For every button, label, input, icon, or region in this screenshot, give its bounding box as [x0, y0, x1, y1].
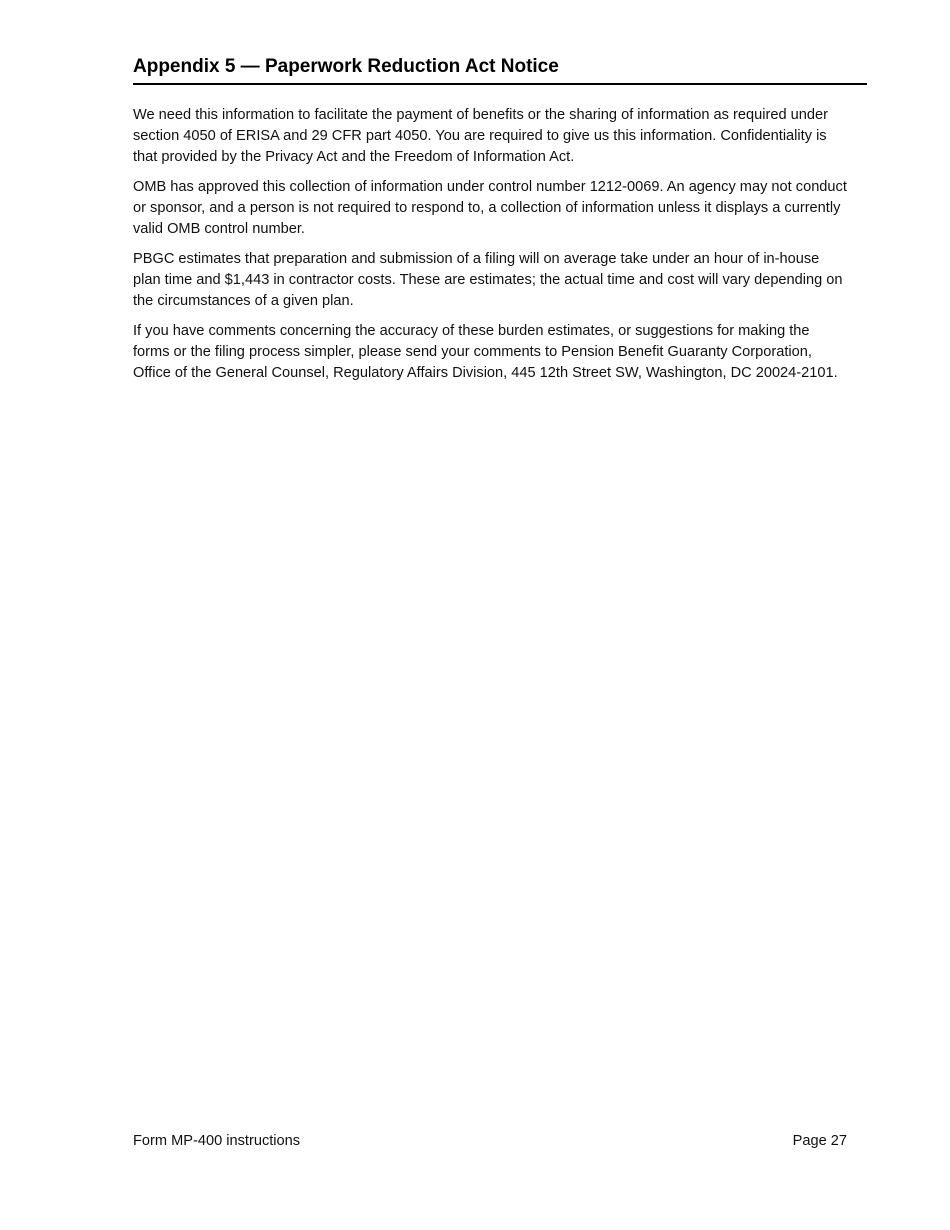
paragraph-omb-control: OMB has approved this collection of information under control number 1212-0069. An agency may not conduct or sponsor, and a person is not required to respond to, a collection of information unless it displays a currently valid OMB control number.: [133, 179, 847, 237]
footer-form-name: Form MP-400 instructions: [133, 1133, 301, 1149]
page-footer: [133, 1131, 847, 1151]
paragraph-purpose: We need this information to facilitate the payment of benefits or the sharing of information as required under section 4050 of ERISA and 29 CFR part 4050. You are required to give us this information. Confidentiality is that provided by the Privacy Act and the Freedom of Information Act.: [133, 107, 828, 165]
footer-page-number: Page 27: [792, 1133, 847, 1149]
notice-body: [133, 105, 849, 393]
heading-block: [133, 55, 867, 85]
paragraph-burden-estimate: PBGC estimates that preparation and submission of a filing will on average take under an hour of in-house plan time and $1,443 in contractor costs. These are estimates; the actual time and cost will vary depending on the circumstances of a given plan.: [133, 251, 843, 309]
paragraph-comments-address: If you have comments concerning the accuracy of these burden estimates, or suggestions for making the forms or the filing process simpler, please send your comments to Pension Benefit Guaranty Corporation, Office of the General Counsel, Regulatory Affairs Division, 445 12th Street SW, Washington, DC 20024-2101.: [133, 323, 838, 381]
page-title: Appendix 5 — Paperwork Reduction Act Notice: [133, 56, 559, 77]
